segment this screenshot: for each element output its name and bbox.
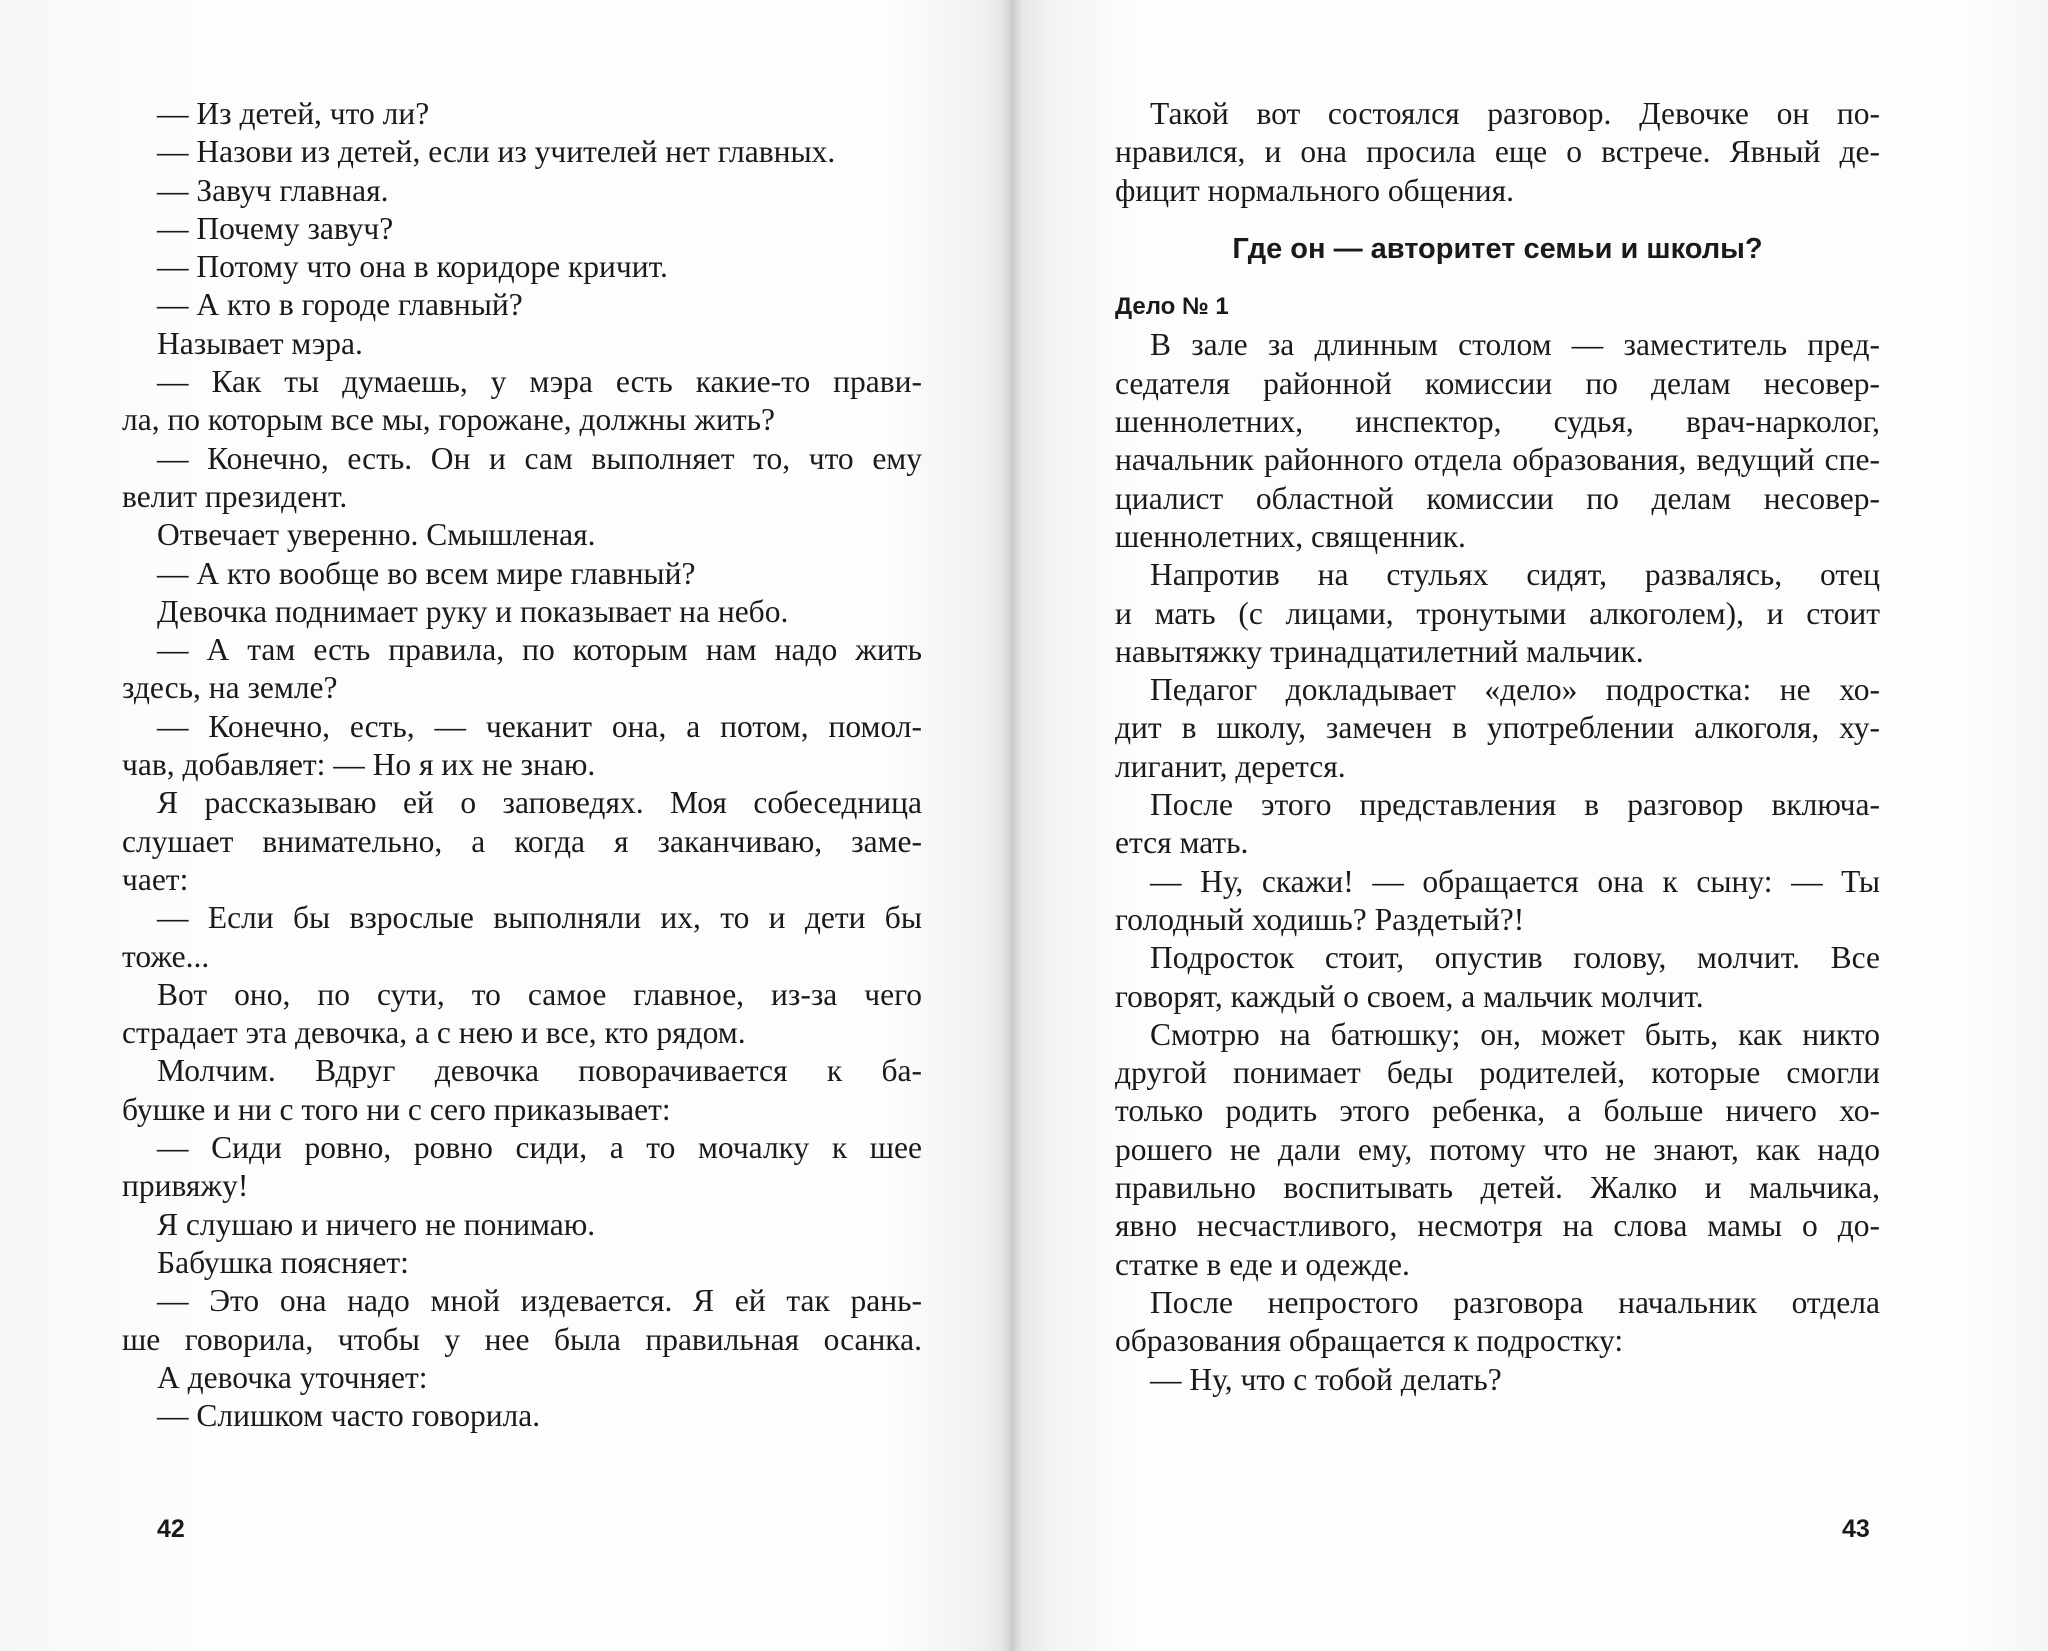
text-line: говорят, каждый о своем, а мальчик молчит.	[1115, 978, 1704, 1014]
text-line: — Если бы взрослые выполняли их, то и дети бы	[157, 900, 922, 936]
text-line: шеннолетних, инспектор, судья, врач-нарколог,	[1115, 404, 1880, 440]
text-line: нравился, и она просила еще о встрече. Явный де-	[1115, 134, 1880, 170]
text-line: — Слишком часто говорила.	[157, 1398, 541, 1434]
book-gutter	[1000, 0, 1022, 1651]
text-line: явно несчастливого, несмотря на слова мамы о до-	[1115, 1208, 1880, 1244]
text-line: ется мать.	[1115, 825, 1249, 861]
page-number-left: 42	[157, 1515, 185, 1543]
text-line: Вот оно, по сути, то самое главное, из-за чего	[157, 976, 922, 1012]
text-line: правильно воспитывать детей. Жалко и мальчика,	[1115, 1170, 1880, 1206]
text-line: лиганит, дерется.	[1115, 748, 1346, 784]
text-line: — Почему завуч?	[157, 210, 394, 246]
right-page-text	[1115, 95, 1880, 1399]
text-line: — Ну, скажи! — обращается она к сыну: — Ты	[1150, 863, 1880, 899]
text-line: тоже...	[122, 938, 210, 974]
text-line: — Завуч главная.	[157, 172, 389, 208]
text-line: — Из детей, что ли?	[157, 96, 430, 131]
text-line: слушает внимательно, а когда я заканчиваю, заме-	[122, 823, 922, 859]
text-line: — Это она надо мной издевается. Я ей так рань-	[157, 1283, 922, 1319]
text-line: бушке и ни с того ни с сего приказывает:	[122, 1091, 671, 1127]
text-line: Педагог докладывает «дело» подростка: не хо-	[1150, 672, 1880, 708]
text-line: А девочка уточняет:	[157, 1359, 428, 1395]
text-line: начальник районного отдела образования, ведущий спе-	[1115, 442, 1880, 478]
text-line: — Сиди ровно, ровно сиди, а то мочалку к шее	[157, 1130, 922, 1166]
text-line: голодный ходишь? Раздетый?!	[1115, 901, 1525, 937]
text-line: чает:	[122, 861, 189, 897]
text-line: — А кто вообще во всем мире главный?	[157, 555, 696, 591]
page-number-right: 43	[1842, 1515, 1870, 1543]
text-line: привяжу!	[122, 1168, 249, 1204]
text-line: — Назови из детей, если из учителей нет главных.	[157, 134, 836, 170]
text-line: седателя районной комиссии по делам несовер-	[1115, 365, 1880, 401]
text-line: дит в школу, замечен в употреблении алкоголя, ху-	[1115, 710, 1880, 746]
text-line: Такой вот состоялся разговор. Девочке он по-	[1150, 96, 1880, 131]
text-line: велит президент.	[122, 478, 348, 514]
text-line: другой понимает беды родителей, которые смогли	[1115, 1055, 1880, 1091]
text-line: шеннолетних, священник.	[1115, 518, 1466, 554]
text-line: После непростого разговора начальник отдела	[1150, 1284, 1880, 1320]
text-line: — Ну, что с тобой делать?	[1150, 1361, 1502, 1397]
text-line: — Конечно, есть, — чеканит она, а потом, помол-	[157, 708, 922, 744]
text-line: В зале за длинным столом — заместитель пред-	[1150, 327, 1880, 363]
section-heading: Где он — авторитет семьи и школы?	[1232, 232, 1763, 265]
text-line: — А там есть правила, по которым нам надо жить	[157, 632, 922, 668]
text-line: здесь, на земле?	[122, 670, 338, 706]
text-line: чав, добавляет: — Но я их не знаю.	[122, 747, 596, 783]
text-line: — Конечно, есть. Он и сам выполняет то, что ему	[157, 440, 922, 476]
text-line: Называет мэра.	[157, 325, 363, 361]
text-line: ше говорила, чтобы у нее была правильная осанка.	[122, 1321, 922, 1357]
text-line: — А кто в городе главный?	[157, 287, 523, 323]
case-subheading: Дело № 1	[1115, 293, 1229, 321]
text-line: только родить этого ребенка, а больше ничего хо-	[1115, 1093, 1880, 1129]
text-line: Молчим. Вдруг девочка поворачивается к ба-	[157, 1053, 922, 1089]
text-line: навытяжку тринадцатилетний мальчик.	[1115, 633, 1644, 669]
text-line: фицит нормального общения.	[1115, 172, 1515, 208]
text-line: Напротив на стульях сидят, развалясь, отец	[1150, 557, 1880, 593]
text-line: Я рассказываю ей о заповедях. Моя собеседница	[157, 785, 922, 821]
text-line: После этого представления в разговор включа-	[1150, 787, 1880, 823]
text-line: Бабушка поясняет:	[157, 1244, 409, 1280]
text-line: страдает эта девочка, а с нею и все, кто рядом.	[122, 1015, 746, 1051]
text-line: статке в еде и одежде.	[1115, 1246, 1410, 1282]
text-line: Девочка поднимает руку и показывает на небо.	[157, 593, 789, 629]
text-line: — Как ты думаешь, у мэра есть какие-то прави-	[157, 364, 922, 400]
text-line: — Потому что она в коридоре кричит.	[157, 249, 668, 285]
text-line: рошего не дали ему, потому что не знают, как надо	[1115, 1131, 1880, 1167]
text-line: ла, по которым все мы, горожане, должны жить?	[122, 402, 775, 438]
left-page-text	[122, 95, 922, 1435]
text-line: Я слушаю и ничего не понимаю.	[157, 1206, 596, 1242]
text-line: и мать (с лицами, тронутыми алкоголем), и стоит	[1115, 595, 1880, 631]
text-line: образования обращается к подростку:	[1115, 1323, 1624, 1359]
text-line: Отвечает уверенно. Смышленая.	[157, 517, 596, 553]
text-line: Подросток стоит, опустив голову, молчит. Все	[1150, 940, 1880, 976]
text-line: Смотрю на батюшку; он, может быть, как никто	[1150, 1016, 1880, 1052]
text-line: циалист областной комиссии по делам несовер-	[1115, 480, 1880, 516]
